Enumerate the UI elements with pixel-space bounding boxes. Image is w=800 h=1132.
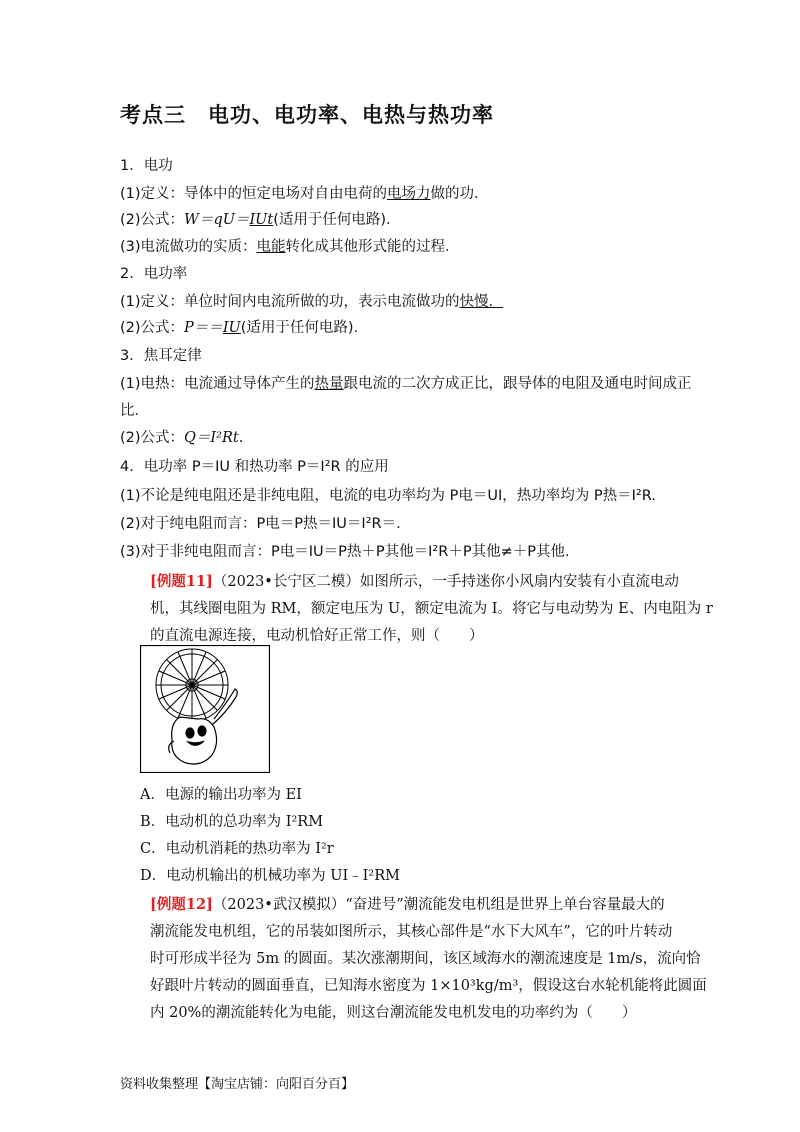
ex11-line-1 bbox=[150, 570, 679, 591]
ex12-line-2: 潮流能发电机组，它的吊装如图所示，其核心部件是“水下大风车”，它的叶片转动 bbox=[150, 924, 673, 940]
s3-formula-expr: Q＝I²Rt. bbox=[184, 430, 244, 446]
s1-formula-post: (适用于任何电路)． bbox=[273, 212, 401, 228]
s1-essence-underlined: 电能 bbox=[256, 239, 286, 255]
ex11-option-d: D．电动机输出的机械功率为 UI﹣I²RM bbox=[140, 868, 400, 884]
s2-def-underlined: 快慢． bbox=[459, 294, 504, 310]
ex12-line-5: 内 20%的潮流能转化为电能，则这台潮流能发电机发电的功率约为（ ） bbox=[150, 1005, 637, 1021]
s4-line-1: (1)不论是纯电阻还是非纯电阻，电流的电功率均为 P电＝UI，热功率均为 P热＝I²R. bbox=[120, 488, 656, 504]
s1-definition bbox=[120, 182, 489, 203]
ex12-line-4: 好跟叶片转动的圆面垂直，已知海水密度为 1×10³kg/m³，假设这台水轮机能将此圆面 bbox=[150, 978, 707, 994]
s2-formula-pre: (2)公式： bbox=[120, 320, 185, 336]
s2-formula-mid: P＝＝ bbox=[184, 320, 223, 336]
ex12-line-1-text: （2023•武汉模拟）“奋进号”潮流能发电机组是世界上单台容量最大的 bbox=[212, 897, 665, 913]
s2-formula-post: (适用于任何电路)． bbox=[240, 320, 369, 336]
s1-essence bbox=[120, 235, 460, 256]
s1-essence-post: 转化成其他形式能的过程． bbox=[285, 239, 460, 255]
fan-icon bbox=[156, 649, 228, 721]
s3-def-underlined: 热量 bbox=[314, 376, 344, 392]
s2-def-pre: (1)定义：单位时间内电流所做的功，表示电流做功的 bbox=[120, 294, 460, 310]
ex11-option-c: C．电动机消耗的热功率为 I²r bbox=[140, 841, 334, 857]
s4-line-3: (3)对于非纯电阻而言：P电＝IU＝P热＋P其他＝I²R＋P其他≠＋P其他. bbox=[120, 544, 570, 560]
ex11-option-a: A．电源的输出功率为 EI bbox=[140, 787, 302, 803]
ex11-line-2: 机，其线圈电阻为 RM，额定电压为 U，额定电流为 I。将它与电动势为 E、内电阻为 r bbox=[150, 601, 713, 617]
s3-formula bbox=[120, 426, 243, 447]
s2-formula bbox=[120, 316, 368, 337]
s1-def-post: 做的功． bbox=[430, 186, 489, 202]
ex12-tag: [例题12] bbox=[150, 896, 213, 913]
s1-formula-pre: (2)公式： bbox=[120, 212, 185, 228]
s2-formula-underlined: IU bbox=[222, 320, 241, 336]
section-4-heading: 4．电功率 P＝IU 和热功率 P＝I²R 的应用 bbox=[120, 459, 389, 475]
s3-formula-pre: (2)公式： bbox=[120, 430, 185, 446]
ex11-tag: [例题11] bbox=[150, 573, 213, 590]
s3-def-pre: (1)电热：电流通过导体产生的 bbox=[120, 376, 315, 392]
page-title: 考点三 电功、电功率、电热与热功率 bbox=[120, 103, 494, 127]
s3-definition-cont: 比． bbox=[120, 403, 149, 419]
ex12-line-3: 时可形成半径为 5m 的圆面。某次涨潮期间，该区域海水的潮流速度是 1m/s，流向恰 bbox=[150, 951, 701, 967]
s1-formula-mid: W＝qU＝ bbox=[184, 212, 250, 228]
s2-definition bbox=[120, 290, 503, 311]
footer-source: 资料收集整理【淘宝店铺：向阳百分百】 bbox=[120, 1077, 355, 1092]
ex11-line-3: 的直流电源连接，电动机恰好正常工作，则（ ） bbox=[150, 628, 484, 644]
section-2-heading: 2．电功率 bbox=[120, 266, 188, 282]
s3-def-post: 跟电流的二次方成正比，跟导体的电阻及通电时间成正 bbox=[343, 376, 692, 392]
s1-def-underlined: 电场力 bbox=[387, 186, 431, 202]
s1-formula bbox=[120, 208, 401, 229]
ex12-line-1 bbox=[150, 893, 665, 914]
ex11-line-1-text: （2023•长宁区二模）如图所示，一手持迷你小风扇内安装有小直流电动 bbox=[212, 574, 679, 590]
s1-def-pre: (1)定义：导体中的恒定电场对自由电荷的 bbox=[120, 186, 388, 202]
s3-definition bbox=[120, 372, 692, 393]
s1-essence-pre: (3)电流做功的实质： bbox=[120, 239, 257, 255]
handheld-fan-figure bbox=[140, 645, 270, 773]
section-3-heading: 3．焦耳定律 bbox=[120, 348, 202, 364]
section-1-heading: 1．电功 bbox=[120, 158, 173, 174]
s1-formula-underlined: IUt bbox=[249, 212, 274, 228]
ex11-option-b: B．电动机的总功率为 I²RM bbox=[140, 814, 324, 830]
s4-line-2: (2)对于纯电阻而言：P电＝P热＝IU＝I²R＝. bbox=[120, 516, 401, 532]
